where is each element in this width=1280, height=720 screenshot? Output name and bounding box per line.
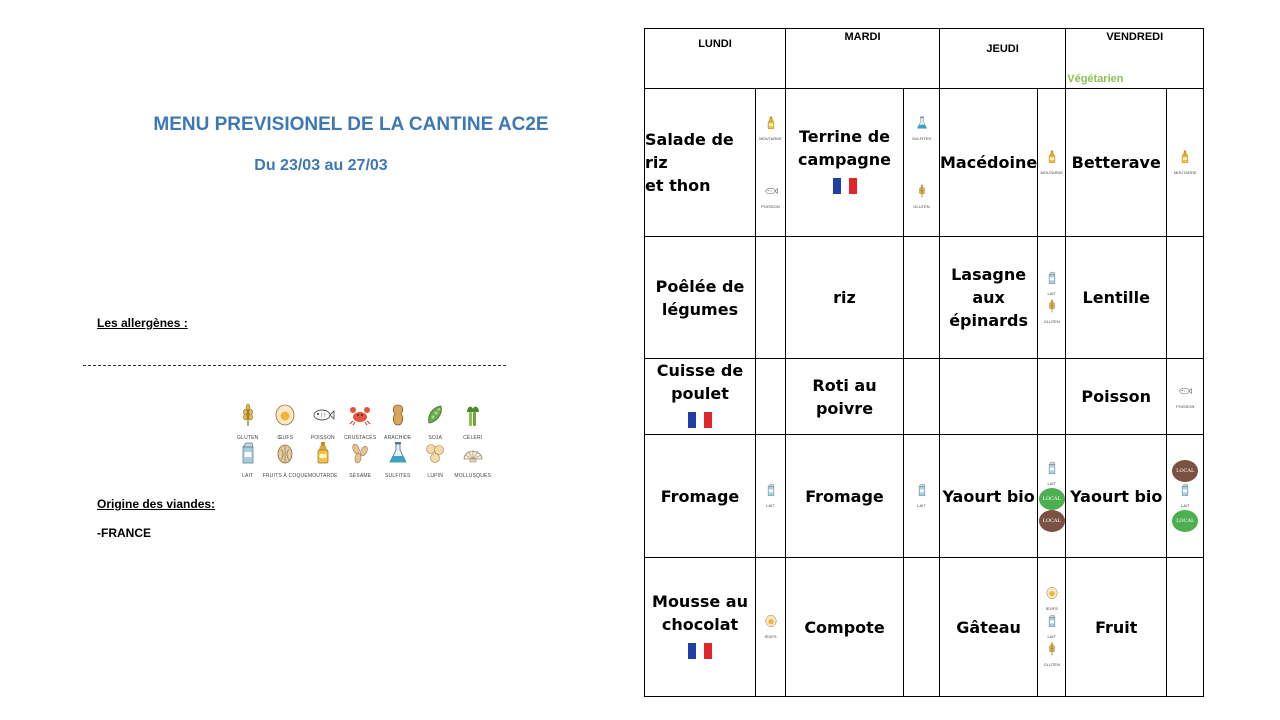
allergen-caption: GLUTEN bbox=[1043, 662, 1060, 667]
legend-item bbox=[304, 403, 342, 441]
egg-icon bbox=[764, 613, 778, 634]
allergen-caption: MOUTARDE bbox=[1040, 169, 1064, 175]
milk-icon bbox=[236, 441, 260, 470]
dish-name: Lasagne bbox=[951, 265, 1027, 284]
dish-name: Poisson bbox=[1081, 387, 1152, 406]
allergen-marker bbox=[1167, 149, 1203, 177]
menu-row bbox=[645, 237, 1204, 359]
allergen-marker bbox=[756, 482, 785, 510]
day-header-lundi bbox=[645, 29, 786, 89]
allergen-marker bbox=[756, 613, 785, 641]
allergen-marker bbox=[1167, 383, 1203, 411]
legend-caption: LUPIN bbox=[427, 473, 444, 479]
allergen-cell bbox=[1167, 237, 1204, 359]
dish-cell bbox=[786, 89, 904, 237]
local-badge-green: LOCAL bbox=[1039, 488, 1065, 510]
egg-icon bbox=[1045, 585, 1059, 606]
legend-caption: ŒUFS bbox=[277, 435, 294, 441]
dish-name: épinards bbox=[949, 311, 1029, 330]
day-label: LUNDI bbox=[698, 38, 732, 50]
legend-item bbox=[417, 441, 455, 479]
dish-cell bbox=[940, 89, 1038, 237]
dashed-divider bbox=[83, 365, 506, 366]
allergen-cell bbox=[1167, 435, 1204, 558]
dish-name: Gâteau bbox=[956, 617, 1021, 637]
wheat-icon bbox=[1045, 641, 1059, 662]
milk-icon bbox=[1045, 613, 1059, 634]
crab-icon bbox=[348, 403, 372, 432]
allergen-caption: ŒUFS bbox=[764, 634, 777, 639]
allergen-cell bbox=[1038, 89, 1066, 237]
vegetarian-label: Végétarien bbox=[1067, 73, 1124, 85]
dish-cell bbox=[645, 558, 756, 697]
menu-row bbox=[645, 558, 1204, 697]
allergen-caption: LAIT bbox=[766, 503, 775, 508]
allergen-marker bbox=[904, 482, 939, 510]
day-header-vendredi bbox=[1066, 29, 1204, 89]
allergen-caption: LAIT bbox=[917, 503, 926, 508]
allergen-marker bbox=[1038, 613, 1065, 641]
dish-name: Yaourt bio bbox=[942, 486, 1035, 506]
dish-name: Mousse au bbox=[652, 591, 748, 611]
dish-name: Macédoine bbox=[940, 153, 1038, 172]
egg-icon bbox=[273, 403, 297, 432]
dish-cell bbox=[645, 237, 756, 359]
allergen-cell bbox=[904, 89, 940, 237]
dish-cell bbox=[1066, 89, 1167, 237]
legend-row bbox=[229, 441, 499, 479]
peanut-icon bbox=[386, 403, 410, 432]
fish-icon bbox=[764, 183, 778, 204]
legend-caption: CRUSTACÉS bbox=[344, 435, 377, 441]
local-badge-brown: LOCAL bbox=[1172, 460, 1198, 482]
milk-icon bbox=[915, 482, 929, 503]
dish-name: Cuisse de bbox=[656, 361, 744, 380]
allergen-marker bbox=[1167, 510, 1203, 532]
milk-icon bbox=[764, 482, 778, 503]
legend-item bbox=[229, 403, 267, 441]
day-label: VENDREDI bbox=[1106, 31, 1164, 43]
allergen-cell bbox=[1038, 359, 1066, 435]
allergen-cell bbox=[756, 89, 786, 237]
dish-cell bbox=[645, 435, 756, 558]
wheat-icon bbox=[236, 403, 260, 432]
lupin-icon bbox=[423, 441, 447, 470]
french-flag-icon bbox=[688, 411, 712, 427]
allergen-cell bbox=[756, 435, 786, 558]
menu-row bbox=[645, 359, 1204, 435]
allergen-caption: POISSON bbox=[761, 203, 780, 209]
dish-name: Roti au bbox=[812, 375, 877, 395]
dish-name: poivre bbox=[815, 398, 874, 418]
allergen-caption: MOUTARDE bbox=[1173, 169, 1197, 175]
allergen-cell bbox=[904, 435, 940, 558]
dish-name: et thon bbox=[645, 176, 711, 195]
milk-icon bbox=[1045, 270, 1059, 291]
mustard-icon bbox=[311, 441, 335, 470]
dish-cell bbox=[786, 435, 904, 558]
allergen-cell bbox=[1167, 89, 1204, 237]
allergen-caption: MOUTARDE bbox=[759, 135, 782, 141]
dish-cell bbox=[940, 359, 1038, 435]
mustard-icon bbox=[764, 115, 778, 136]
day-header-jeudi bbox=[940, 29, 1066, 89]
legend-item bbox=[417, 403, 455, 441]
shell-icon bbox=[461, 441, 485, 470]
dish-name: poulet bbox=[671, 384, 729, 403]
mustard-icon bbox=[1045, 149, 1059, 170]
soy-icon bbox=[423, 403, 447, 432]
allergens-label: Les allergènes : bbox=[97, 316, 188, 330]
allergen-caption: GLUTEN bbox=[913, 203, 930, 209]
allergen-caption: LAIT bbox=[1047, 634, 1056, 639]
day-header-mardi bbox=[786, 29, 940, 89]
dish-name: Compote bbox=[804, 617, 885, 637]
legend-item bbox=[267, 403, 305, 441]
allergen-caption: LAIT bbox=[1047, 481, 1056, 486]
wheat-icon bbox=[1045, 298, 1059, 319]
dish-name: Fromage bbox=[805, 486, 884, 506]
day-label: JEUDI bbox=[986, 43, 1019, 55]
fish-icon bbox=[1178, 383, 1192, 404]
dish-cell bbox=[786, 237, 904, 359]
date-range: Du 23/03 au 27/03 bbox=[254, 157, 388, 174]
fish-icon bbox=[311, 403, 335, 432]
allergen-caption: ŒUFS bbox=[1045, 606, 1058, 611]
allergen-caption: LAIT bbox=[1181, 503, 1190, 508]
dish-name: riz bbox=[833, 288, 856, 307]
allergen-marker bbox=[1038, 298, 1065, 326]
legend-item bbox=[454, 441, 492, 479]
dish-cell bbox=[940, 435, 1038, 558]
legend-caption: MOUTARDE bbox=[307, 473, 338, 479]
legend-caption: CÉLERI bbox=[463, 435, 483, 441]
allergen-marker bbox=[1038, 510, 1065, 532]
allergen-marker bbox=[756, 183, 785, 211]
dish-cell bbox=[940, 558, 1038, 697]
dish-cell bbox=[645, 359, 756, 435]
legend-item bbox=[262, 441, 308, 479]
legend-item bbox=[342, 441, 380, 479]
legend-item bbox=[379, 441, 417, 479]
allergen-caption: SULFITES bbox=[911, 135, 932, 141]
mustard-icon bbox=[1178, 149, 1192, 170]
dish-name: Salade de riz bbox=[645, 130, 734, 172]
legend-item bbox=[229, 441, 267, 479]
wheat-icon bbox=[915, 183, 929, 204]
allergen-marker bbox=[756, 115, 785, 143]
legend-caption: LAIT bbox=[242, 473, 254, 479]
legend-item bbox=[454, 403, 492, 441]
dish-name: Betterave bbox=[1071, 153, 1161, 172]
dish-cell bbox=[645, 89, 756, 237]
allergen-cell bbox=[1038, 435, 1066, 558]
allergen-cell bbox=[1038, 558, 1066, 697]
dish-name: aux bbox=[972, 288, 1005, 307]
sesame-icon bbox=[348, 441, 372, 470]
origin-label bbox=[97, 497, 215, 511]
legend-caption: POISSON bbox=[310, 435, 335, 441]
dish-cell bbox=[1066, 435, 1167, 558]
dish-cell bbox=[1066, 558, 1167, 697]
allergen-cell bbox=[904, 359, 940, 435]
dish-name: Fruit bbox=[1095, 617, 1138, 637]
allergen-marker bbox=[1167, 460, 1203, 482]
local-badge-brown: LOCAL bbox=[1039, 510, 1065, 532]
dish-name: légumes bbox=[661, 299, 739, 319]
legend-caption: FRUITS À COQUE bbox=[262, 473, 308, 479]
dish-cell bbox=[940, 237, 1038, 359]
allergen-caption: LAIT bbox=[1047, 290, 1056, 296]
legend-row bbox=[229, 403, 499, 441]
allergen-cell bbox=[904, 558, 940, 697]
legend-item bbox=[379, 403, 417, 441]
milk-icon bbox=[1045, 460, 1059, 481]
menu-row bbox=[645, 89, 1204, 237]
origin-label-text: Origine des viandes bbox=[97, 497, 212, 511]
dish-name: Fromage bbox=[660, 486, 740, 506]
legend-caption: GLUTEN bbox=[237, 435, 259, 441]
flask-icon bbox=[386, 441, 410, 470]
dish-name: Lentille bbox=[1082, 288, 1150, 307]
origin-value: -FRANCE bbox=[97, 526, 151, 540]
legend-caption: ARACHIDE bbox=[384, 435, 412, 441]
dish-cell bbox=[1066, 237, 1167, 359]
allergen-caption: POISSON bbox=[1176, 403, 1195, 409]
allergen-marker bbox=[1038, 641, 1065, 669]
allergen-marker bbox=[1038, 460, 1065, 488]
legend-caption: SULFITES bbox=[385, 473, 411, 479]
french-flag-icon bbox=[688, 642, 712, 658]
allergen-legend bbox=[229, 403, 499, 479]
day-label: MARDI bbox=[844, 31, 881, 43]
allergen-cell bbox=[756, 237, 786, 359]
dish-cell bbox=[786, 359, 904, 435]
legend-caption: SOJA bbox=[428, 435, 443, 441]
allergen-marker bbox=[1167, 482, 1203, 510]
dish-name: Terrine de bbox=[798, 127, 891, 146]
dish-cell bbox=[1066, 359, 1167, 435]
dish-name: chocolat bbox=[661, 614, 739, 634]
flask-icon bbox=[915, 115, 929, 136]
allergen-marker bbox=[1038, 270, 1065, 298]
dish-name: Poêlée de bbox=[655, 276, 745, 296]
allergen-caption: GLUTEN bbox=[1043, 318, 1060, 324]
allergen-cell bbox=[756, 558, 786, 697]
origin-label-colon: : bbox=[211, 497, 216, 511]
allergen-cell bbox=[756, 359, 786, 435]
allergen-cell bbox=[1167, 359, 1204, 435]
milk-icon bbox=[1178, 482, 1192, 503]
local-badge-green: LOCAL bbox=[1172, 510, 1198, 532]
allergen-marker bbox=[1038, 585, 1065, 613]
dish-name: Yaourt bio bbox=[1070, 486, 1163, 506]
weekly-menu-table bbox=[644, 28, 1204, 697]
dish-name: campagne bbox=[798, 150, 891, 169]
menu-row bbox=[645, 435, 1204, 558]
allergen-cell bbox=[1167, 558, 1204, 697]
french-flag-icon bbox=[833, 177, 857, 193]
allergen-cell bbox=[1038, 237, 1066, 359]
legend-caption: MOLLUSQUES bbox=[454, 473, 492, 479]
allergen-marker bbox=[1038, 488, 1065, 510]
allergen-marker bbox=[904, 183, 939, 211]
page-title: MENU PREVISIONEL DE LA CANTINE AC2E bbox=[153, 114, 549, 135]
allergen-marker bbox=[904, 115, 939, 143]
allergen-marker bbox=[1038, 149, 1065, 177]
nut-icon bbox=[273, 441, 297, 470]
legend-item bbox=[342, 403, 380, 441]
celery-icon bbox=[461, 403, 485, 432]
legend-item bbox=[304, 441, 342, 479]
legend-caption: SÉSAME bbox=[349, 473, 372, 479]
dish-cell bbox=[786, 558, 904, 697]
allergen-cell bbox=[904, 237, 940, 359]
